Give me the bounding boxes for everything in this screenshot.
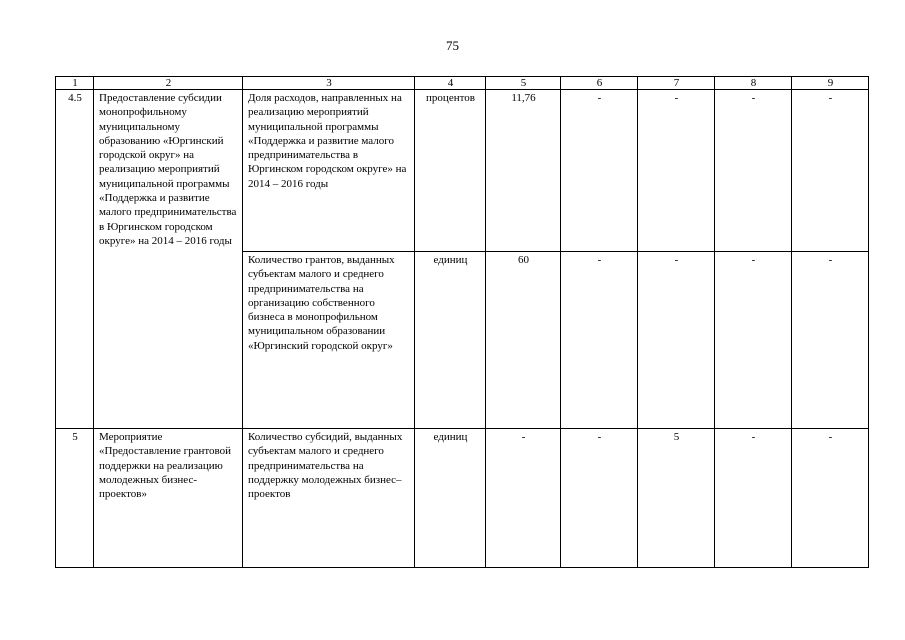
unit-cell: процентов	[415, 90, 486, 252]
value-cell: -	[792, 252, 869, 429]
column-header: 8	[715, 77, 792, 90]
row-number-cell: 4.5	[56, 90, 94, 429]
indicators-table	[55, 76, 869, 568]
value-cell: -	[715, 252, 792, 429]
value-cell: 11,76	[486, 90, 561, 252]
value-cell: -	[792, 429, 869, 568]
activity-cell: Предоставление субсидии монопрофильному муниципальному образованию «Юргинский городской округ» на реализацию мероприятий муниципальной программы «Поддержка и развитие малого предпринимательства в Юргинском городском округе» на 2014 – 2016 годы	[94, 90, 243, 429]
column-header: 3	[243, 77, 415, 90]
value-cell: -	[486, 429, 561, 568]
unit-cell: единиц	[415, 252, 486, 429]
value-cell: -	[561, 252, 638, 429]
column-header: 7	[638, 77, 715, 90]
column-header: 4	[415, 77, 486, 90]
value-cell: -	[792, 90, 869, 252]
value-cell: -	[561, 429, 638, 568]
column-number-row	[56, 77, 869, 90]
value-cell: 60	[486, 252, 561, 429]
row-number-cell: 5	[56, 429, 94, 568]
value-cell: -	[715, 429, 792, 568]
column-header: 9	[792, 77, 869, 90]
unit-cell: единиц	[415, 429, 486, 568]
value-cell: -	[561, 90, 638, 252]
value-cell: -	[715, 90, 792, 252]
indicator-name-cell: Доля расходов, направленных на реализацию мероприятий муниципальной программы «Поддержка и развитие малого предпринимательства в Юргинском городском округе» на 2014 – 2016 годы	[243, 90, 415, 252]
activity-cell: Мероприятие «Предоставление грантовой поддержки на реализацию молодежных бизнес-проектов»	[94, 429, 243, 568]
column-header: 6	[561, 77, 638, 90]
table-row	[56, 429, 869, 568]
table-row	[56, 90, 869, 252]
value-cell: -	[638, 252, 715, 429]
column-header: 5	[486, 77, 561, 90]
column-header: 1	[56, 77, 94, 90]
page-number: 75	[446, 38, 459, 53]
column-header: 2	[94, 77, 243, 90]
indicator-name-cell: Количество субсидий, выданных субъектам малого и среднего предпринимательства на поддержку молодежных бизнес–проектов	[243, 429, 415, 568]
value-cell: 5	[638, 429, 715, 568]
indicator-name-cell: Количество грантов, выданных субъектам малого и среднего предпринимательства на организацию собственного бизнеса в монопрофильном муниципальном образовании «Юргинский городской округ»	[243, 252, 415, 429]
value-cell: -	[638, 90, 715, 252]
